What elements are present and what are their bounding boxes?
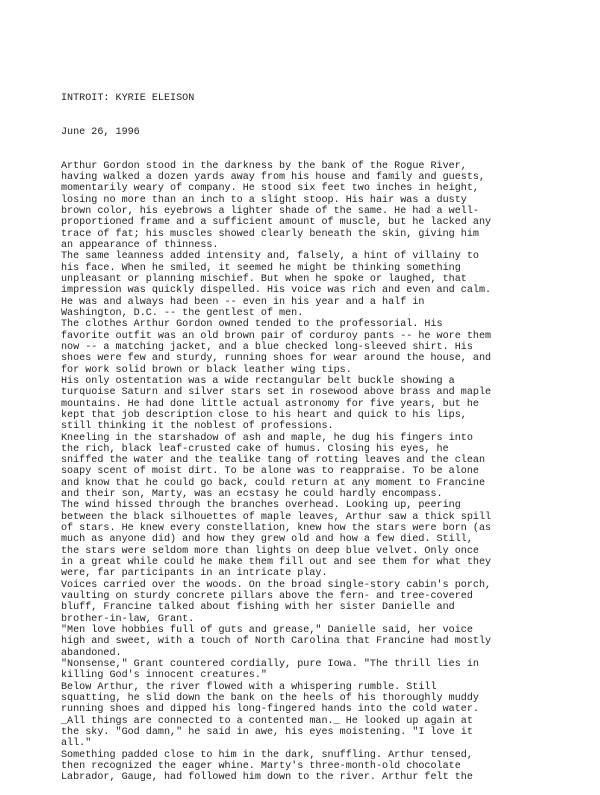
text-line: impression was quickly dispelled. His voice was rich and even and calm. [61,285,492,297]
text-line: all." [61,738,92,750]
text-line: the rich, black leaf-crusted cake of humus. Closing his eyes, he [61,443,449,455]
text-line: The wind hissed through the branches overhead. Looking up, peering [61,500,461,512]
text-line: _All things are connected to a contented man._ He looked up again at [61,715,473,727]
text-line: then recognized the eager whine. Marty's three-month-old chocolate [61,761,461,773]
text-line: turquoise Saturn and silver stars set in rosewood above brass and maple [61,387,492,399]
text-line: his face. When he smiled, it seemed he might be thinking something [61,262,461,274]
text-line: having walked a dozen yards away from his house and family and guests, [61,171,486,183]
document-page [61,70,571,795]
text-line: were, far participants in an intricate play. [61,568,328,580]
text-line: Below Arthur, the river flowed with a whispering rumble. Still [61,681,437,693]
text-line: and their son, Marty, was an ecstasy he could hardly encompass. [61,489,443,501]
text-line: proportioned frame and a sufficient amount of muscle, but he lacked any [61,217,492,229]
document-date: June 26, 1996 [61,126,140,138]
text-line: momentarily weary of company. He stood six feet two inches in height, [61,183,479,195]
text-line: shoes were few and sturdy, running shoes for wear around the house, and [61,353,492,365]
text-line: abandoned. [61,647,122,659]
text-line: vaulting on sturdy concrete pillars above the fern- and tree-covered [61,591,473,603]
text-line: Something padded close to him in the dark, snuffling. Arthur tensed, [61,749,473,761]
text-line: kept that job description close to his heart and quick to his lips, [61,409,467,421]
text-line: squatting, he slid down the bank on the heels of his thoroughly muddy [61,693,479,705]
text-line: The clothes Arthur Gordon owned tended to the professorial. His [61,319,443,331]
text-line: soapy scent of moist dirt. To be alone was to reappraise. To be alone [61,466,479,478]
text-line: killing God's innocent creatures." [61,670,267,682]
text-line: and know that he could go back, could return at any moment to Francine [61,477,486,489]
text-line: Washington, D.C. -- the gentlest of men. [61,307,304,319]
text-line: of stars. He knew every constellation, knew how the stars were born (as [61,523,492,535]
text-line: brown color, his eyebrows a lighter shade of the same. He had a well- [61,205,479,217]
text-line: favorite outfit was an old brown pair of corduroy pants -- he wore them [61,330,492,342]
text-line: between the black silhouettes of maple leaves, Arthur saw a thick spill [61,511,492,523]
text-line: brother-in-law, Grant. [61,613,195,625]
text-line: trace of fat; his muscles showed clearly beneath the skin, giving him [61,228,479,240]
text-line: the stars were seldom more than lights on deep blue velvet. Only once [61,545,479,557]
text-line: "Nonsense," Grant countered cordially, pure Iowa. "The thrill lies in [61,659,479,671]
text-line: sniffed the water and the tealike tang of rotting leaves and the clean [61,455,486,467]
text-line: His only ostentation was a wide rectangular belt buckle showing a [61,375,455,387]
text-line: Voices carried over the woods. On the broad single-story cabin's porch, [61,579,492,591]
text-line: in a great while could he make them fill out and see them for what they [61,557,492,569]
document-title: INTROIT: KYRIE ELEISON [61,92,195,104]
text-line: unpleasant or planning mischief. But when he spoke or laughed, that [61,273,467,285]
text-line: an appearance of thinness. [61,239,219,251]
text-line: bluff, Francine talked about fishing with her sister Danielle and [61,602,455,614]
text-line: mountains. He had done little actual astronomy for five years, but he [61,398,479,410]
text-line: "Men love hobbies full of guts and grease," Danielle said, her voice [61,625,473,637]
text-line: high and sweet, with a touch of North Carolina that Francine had mostly [61,636,492,648]
text-line: the sky. "God damn," he said in awe, his eyes moistening. "I love it [61,727,473,739]
text-line: now -- a matching jacket, and a blue checked long-sleeved shirt. His [61,341,473,353]
text-line: for work solid brown or black leather wing tips. [61,364,352,376]
text-line: He was and always had been -- even in his year and a half in [61,296,425,308]
text-line: Arthur Gordon stood in the darkness by the bank of the Rogue River, [61,160,467,172]
text-line: losing no more than an inch to a slight stoop. His hair was a dusty [61,194,467,206]
text-line: much as anyone did) and how they grew old and how a few died. Still, [61,534,473,546]
text-line: running shoes and dipped his long-fingered hands into the cold water. [61,704,479,716]
text-line: Kneeling in the starshadow of ash and maple, he dug his fingers into [61,432,473,444]
text-line: still thinking it the noblest of professions. [61,421,334,433]
document-body [61,161,571,784]
text-line: The same leanness added intensity and, falsely, a hint of villainy to [61,251,479,263]
text-line: Labrador, Gauge, had followed him down to the river. Arthur felt the [61,772,473,784]
